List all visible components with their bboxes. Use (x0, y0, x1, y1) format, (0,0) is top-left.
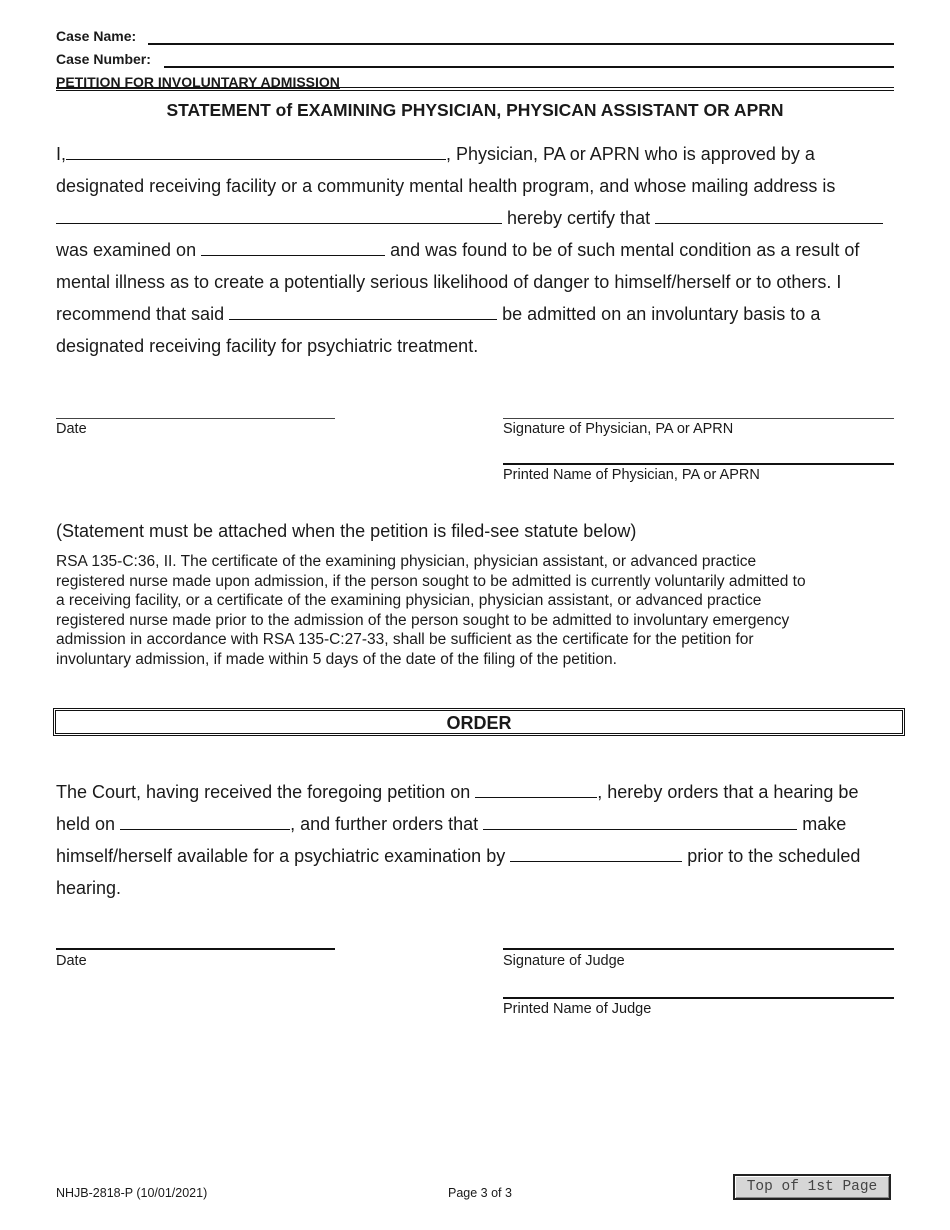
date-label-2: Date (56, 953, 87, 969)
statement-text: was examined on (56, 240, 197, 260)
case-number-field[interactable] (164, 66, 894, 68)
statute-line: involuntary admission, if made within 5 days of the date of the filing of the petition. (56, 650, 617, 668)
order-text: , hereby orders that a hearing be (597, 782, 859, 802)
date-label-1: Date (56, 421, 87, 437)
order-line-4: hearing. (56, 878, 122, 898)
physician-signature-label: Signature of Physician, PA or APRN (503, 421, 734, 437)
order-line-3 (56, 840, 860, 872)
statement-text: recommend that said (56, 304, 225, 324)
petition-received-date-field[interactable] (475, 796, 597, 798)
order-line-1 (56, 776, 858, 808)
date-field-2[interactable] (56, 948, 335, 950)
order-line-2 (56, 808, 846, 840)
statute-line: RSA 135-C:36, II. The certificate of the examining physician, physician assistant, or advanced practice (56, 553, 757, 570)
header-divider-top (56, 87, 894, 88)
order-text: held on (56, 814, 116, 834)
statute-text (56, 552, 916, 670)
case-number-label: Case Number: (56, 51, 151, 67)
page-number: Page 3 of 3 (448, 1186, 512, 1200)
respondent-name-field[interactable] (483, 828, 797, 830)
examination-date-field[interactable] (510, 860, 682, 862)
statement-line-7: designated receiving facility for psychiatric treatment. (56, 336, 479, 356)
statute-line: admission in accordance with RSA 135-C:27-33, shall be sufficient as the certificate for the petition for (56, 631, 754, 649)
exam-date-field[interactable] (201, 254, 385, 256)
physician-printed-name-field[interactable] (503, 463, 894, 465)
petition-title: PETITION FOR INVOLUNTARY ADMISSION (56, 74, 340, 90)
form-id: NHJB-2818-P (10/01/2021) (56, 1186, 208, 1200)
date-field-1[interactable] (56, 418, 335, 419)
statement-line-5: mental illness as to create a potentially serious likelihood of danger to himself/herself or to others. I (56, 272, 842, 292)
order-text: The Court, having received the foregoing petition on (56, 782, 471, 802)
statement-text: I, (56, 144, 67, 164)
statement-text: hereby certify that (507, 208, 651, 228)
hearing-date-field[interactable] (120, 828, 290, 830)
statement-line-6 (56, 298, 820, 330)
physician-printed-name-label: Printed Name of Physician, PA or APRN (503, 467, 760, 483)
order-text: , and further orders that (290, 814, 479, 834)
statement-text: , Physician, PA or APRN who is approved by a (446, 144, 815, 164)
statement-line-2: designated receiving facility or a community mental health program, and whose mailing address is (56, 176, 836, 196)
statement-text: and was found to be of such mental condition as a result of (390, 240, 860, 260)
order-text: prior to the scheduled (687, 846, 861, 866)
top-of-first-page-button[interactable]: Top of 1st Page (733, 1174, 891, 1200)
judge-printed-name-label: Printed Name of Judge (503, 1001, 652, 1017)
statute-line: a receiving facility, or a certificate of the examining physician, physician assistant, or advanced practice (56, 592, 762, 610)
judge-signature-field[interactable] (503, 948, 894, 950)
statement-line-3 (56, 202, 883, 234)
order-text: himself/herself available for a psychiatric examination by (56, 846, 506, 866)
physician-name-field[interactable] (66, 158, 446, 160)
attachment-notice: (Statement must be attached when the petition is filed-see statute below) (56, 521, 637, 541)
statement-line-4 (56, 234, 859, 266)
patient-name-field[interactable] (655, 222, 883, 224)
recommended-person-field[interactable] (229, 318, 497, 320)
statement-text: be admitted on an involuntary basis to a (502, 304, 821, 324)
case-name-label: Case Name: (56, 28, 137, 44)
case-name-field[interactable] (148, 43, 894, 45)
order-text: make (802, 814, 847, 834)
statement-line-1 (56, 138, 815, 170)
order-title: ORDER (446, 713, 512, 733)
judge-signature-label: Signature of Judge (503, 953, 625, 969)
judge-printed-name-field[interactable] (503, 997, 894, 999)
statute-line: registered nurse made upon admission, if the person sought to be admitted is currently voluntarily admitted to (56, 572, 806, 590)
header-divider-bottom (56, 90, 894, 91)
mailing-address-field[interactable] (56, 222, 502, 224)
order-header-box (53, 708, 905, 736)
statement-title: STATEMENT of EXAMINING PHYSICIAN, PHYSICAN ASSISTANT OR APRN (166, 100, 784, 120)
physician-signature-field[interactable] (503, 418, 894, 419)
statute-line: registered nurse made prior to the admission of the person sought to be admitted to involuntary emergency (56, 611, 790, 629)
